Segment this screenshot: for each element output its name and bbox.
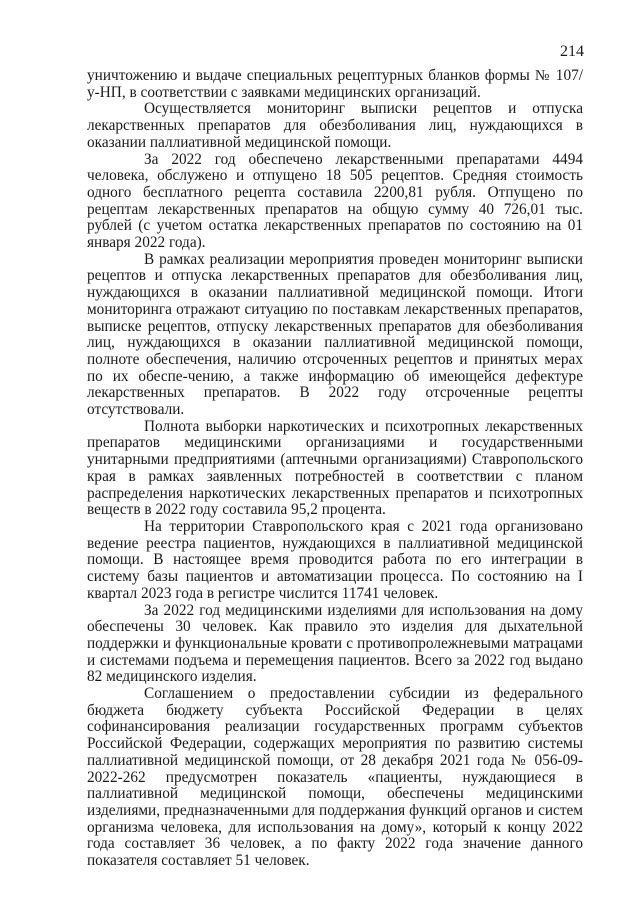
document-body — [87, 68, 583, 870]
paragraph-medical-devices: За 2022 год медицинскими изделиями для использования на дому обеспечены 30 человек. Как правило это изделия для дыхательной поддержки и функциональные кровати с противопролежневыми матрацами и системами подъема и перемещения пациентов. Всего за 2022 год выдано 82 медицинского изделия. — [87, 601, 583, 686]
page-number: 214 — [560, 43, 584, 60]
paragraph-2022-supply: За 2022 год обеспечено лекарственными препаратами 4494 человека, обслужено и отпущено 18 505 рецептов. Средняя стоимость одного бесплатного рецепта составила 2200,81 рубля. Отпущено по рецептам лекарственных препаратов на общую сумму 40 726,01 тыс. рублей (с учетом остатка лекарственных препаратов по состоянию на 01 января 2022 года). — [87, 150, 583, 252]
paragraph-sampling-completeness: Полнота выборки наркотических и психотропных лекарственных препаратов медицинскими организациями и государственными унитарными предприятиями (аптечными организациями) Ставропольского края в рамках заявленных потребностей в соответствии с планом распределения наркотических лекарственных препаратов и психотропных веществ в 2022 году составила 95,2 процента. — [87, 417, 583, 519]
paragraph-patient-registry: На территории Ставропольского края с 2021 года организовано ведение реестра пациентов, нуждающихся в паллиативной медицинской помощи. В настоящее время проводится работа по его интеграции в систему базы пациентов и автоматизации процесса. По состоянию на I квартал 2023 года в регистре числится 11741 человек. — [87, 517, 583, 602]
paragraph-monitoring-results: В рамках реализации мероприятия проведен мониторинг выписки рецептов и отпуска лекарственных препаратов для обезболивания лиц, нуждающихся в оказании паллиативной медицинской помощи. Итоги мониторинга отражают ситуацию по поставкам лекарственных препаратов, выписке рецептов, отпуску лекарственных препаратов для обезболивания лиц, нуждающихся в оказании паллиативной медицинской помощи, полноте обеспечения, наличию отсроченных рецептов и принятых мерах по их обеспе-чению, а также информацию об имеющейся дефектуре лекарственных препаратов. В 2022 году отсроченные рецепты отсутствовали. — [87, 250, 583, 419]
paragraph-continuation: уничтожению и выдаче специальных рецептурных бланков формы № 107/у-НП, в соответствии с заявками медицинских организаций. — [87, 67, 583, 101]
paragraph-monitoring: Осуществляется мониторинг выписки рецептов и отпуска лекарственных препаратов для обезболивания лиц, нуждающихся в оказании паллиативной медицинской помощи. — [87, 100, 583, 151]
paragraph-subsidy-agreement: Соглашением о предоставлении субсидии из федерального бюджета бюджету субъекта Российской Федерации в целях софинансирования реализации государственных программ субъектов Российской Федерации, содержащих мероприятия по развитию системы паллиативной медицинской помощи, от 28 декабря 2021 года № 056-09-2022-262 предусмотрен показатель «пациенты, нуждающиеся в паллиативной медицинской помощи, обеспечены медицинскими изделиями, предназначенными для поддержания функций органов и систем организма человека, для использования на дому», который к концу 2022 года составляет 36 человек, а по факту 2022 года значение данного показателя составляет 51 человек. — [87, 685, 583, 870]
